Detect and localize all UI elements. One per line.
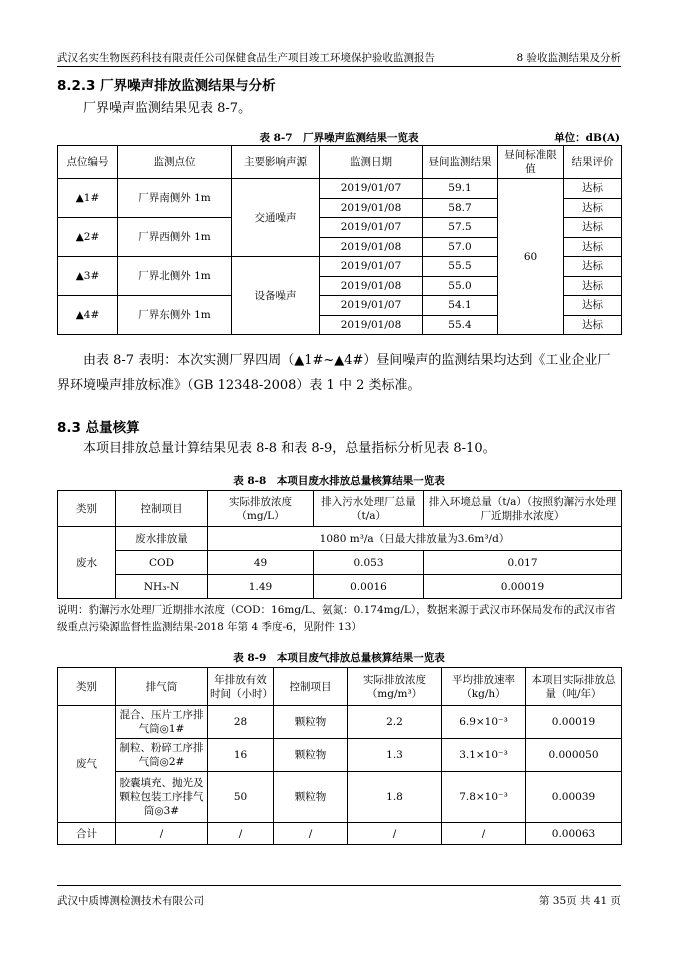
- table-row: [58, 179, 622, 199]
- table-row: [58, 739, 622, 772]
- evaluation: 达标: [564, 237, 622, 257]
- col-header: 平均排放速率（kg/h）: [442, 668, 526, 706]
- col-header: 排气筒: [116, 668, 208, 706]
- monitor-date: 2019/01/08: [320, 276, 423, 296]
- concentration: 1.49: [208, 575, 314, 599]
- col-header: 实际排放浓度（mg/L）: [208, 491, 314, 527]
- evaluation: 达标: [564, 179, 622, 199]
- section-823-intro: 厂界噪声监测结果见表 8-7。: [83, 101, 252, 116]
- monitor-value: 57.5: [423, 218, 498, 238]
- col-header: 控制项目: [116, 491, 208, 527]
- table-header-row: [58, 668, 622, 706]
- table-87-unit: 单位：dB(A): [554, 132, 620, 144]
- emission-rate: 3.1×10⁻³: [442, 739, 526, 772]
- evaluation: 达标: [564, 198, 622, 218]
- monitor-value: 59.1: [423, 179, 498, 199]
- control-item: 颗粒物: [274, 739, 348, 772]
- footer-company: 武汉中质博测检测技术有限公司: [57, 895, 204, 907]
- evaluation: 达标: [564, 315, 622, 335]
- plant-total: 0.053: [314, 551, 424, 575]
- monitor-date: 2019/01/07: [320, 296, 423, 316]
- monitor-date: 2019/01/07: [320, 218, 423, 238]
- table-row: [58, 527, 622, 551]
- point-location: 厂界东侧外 1m: [118, 296, 232, 335]
- exhaust-table: [57, 667, 622, 845]
- monitor-value: 55.0: [423, 276, 498, 296]
- hours: 28: [208, 706, 274, 739]
- annual-total: 0.000050: [526, 739, 622, 772]
- col-header: 昼间标准限值: [498, 146, 564, 179]
- monitor-date: 2019/01/08: [320, 198, 423, 218]
- concentration: 1.3: [348, 739, 442, 772]
- emission-rate: 7.8×10⁻³: [442, 772, 526, 823]
- total-label: 合计: [58, 823, 116, 845]
- hours: 50: [208, 772, 274, 823]
- col-header: 点位编号: [58, 146, 118, 179]
- control-item: COD: [116, 551, 208, 575]
- annual-total: 0.00039: [526, 772, 622, 823]
- noise-source: 交通噪声: [232, 179, 320, 257]
- total-conc: /: [348, 823, 442, 845]
- table-88-note: 说明：豹澥污水处理厂近期排水浓度（COD：16mg/L、氨氮：0.174mg/L），数据来源于武汉市环保局发布的武汉市省级重点污染源监督性监测结果-2018 年第 4 季度-6，见附件 13）: [57, 604, 616, 633]
- monitor-value: 58.7: [423, 198, 498, 218]
- page-footer: [57, 885, 621, 907]
- section-823-title: 8.2.3 厂界噪声排放监测结果与分析: [57, 78, 276, 94]
- point-location: 厂界南侧外 1m: [118, 179, 232, 218]
- stack-name: 制粒、粉碎工序排气筒◎2#: [116, 739, 208, 772]
- monitor-value: 54.1: [423, 296, 498, 316]
- table-row: [58, 575, 622, 599]
- col-header: 排入污水处理厂总量（t/a）: [314, 491, 424, 527]
- col-header: 主要影响声源: [232, 146, 320, 179]
- section-83-intro: 本项目排放总量计算结果见表 8-8 和表 8-9，总量指标分析见表 8-10。: [83, 441, 496, 456]
- table-89-caption: 表 8-9 本项目废气排放总量核算结果一览表: [233, 652, 445, 664]
- emission-rate: 6.9×10⁻³: [442, 706, 526, 739]
- total-stack: /: [116, 823, 208, 845]
- col-header: 类别: [58, 491, 116, 527]
- volume-value: 1080 m³/a（日最大排放量为3.6m³/d）: [208, 527, 622, 551]
- col-header: 实际排放浓度（mg/m³）: [348, 668, 442, 706]
- col-header: 昼间监测结果: [423, 146, 498, 179]
- concentration: 49: [208, 551, 314, 575]
- monitor-value: 55.5: [423, 257, 498, 277]
- control-item: 颗粒物: [274, 706, 348, 739]
- table-header-row: [58, 146, 622, 179]
- col-header: 控制项目: [274, 668, 348, 706]
- standard-limit: 60: [498, 179, 564, 335]
- table-row: [58, 551, 622, 575]
- section-823-conclusion: 由表 8-7 表明：本次实测厂界四周（▲1#~▲4#）昼间噪声的监测结果均达到《工业企业厂界环境噪声排放标准》（GB 12348-2008）表 1 中 2 类标准。: [57, 353, 611, 393]
- noise-source: 设备噪声: [232, 257, 320, 335]
- point-location: 厂界北侧外 1m: [118, 257, 232, 296]
- total-item: /: [274, 823, 348, 845]
- category-cell: 废气: [58, 706, 116, 823]
- total-row: [58, 823, 622, 845]
- table-88-caption: 表 8-8 本项目废水排放总量核算结果一览表: [233, 475, 445, 487]
- table-header-row: [58, 491, 622, 527]
- point-location: 厂界西侧外 1m: [118, 218, 232, 257]
- footer-page-number: 第 35页 共 41 页: [538, 895, 621, 907]
- env-total: 0.00019: [424, 575, 622, 599]
- monitor-date: 2019/01/08: [320, 315, 423, 335]
- evaluation: 达标: [564, 218, 622, 238]
- evaluation: 达标: [564, 276, 622, 296]
- header-chapter: 8 验收监测结果及分析: [516, 52, 621, 64]
- point-id: ▲4#: [58, 296, 118, 335]
- point-id: ▲2#: [58, 218, 118, 257]
- monitor-value: 57.0: [423, 237, 498, 257]
- stack-name: 胶囊填充、抛光及颗粒包装工序排气筒◎3#: [116, 772, 208, 823]
- concentration: 2.2: [348, 706, 442, 739]
- header-report-title: 武汉名实生物医药科技有限责任公司保健食品生产项目竣工环境保护验收监测报告: [57, 52, 435, 64]
- total-annual: 0.00063: [526, 823, 622, 845]
- plant-total: 0.0016: [314, 575, 424, 599]
- col-header: 类别: [58, 668, 116, 706]
- monitor-value: 55.4: [423, 315, 498, 335]
- section-83-title: 8.3 总量核算: [57, 420, 140, 436]
- point-id: ▲3#: [58, 257, 118, 296]
- stack-name: 混合、压片工序排气筒◎1#: [116, 706, 208, 739]
- noise-table: [57, 145, 622, 335]
- total-hours: /: [208, 823, 274, 845]
- table-87-caption: 表 8-7 厂界噪声监测结果一览表: [259, 132, 419, 144]
- evaluation: 达标: [564, 296, 622, 316]
- control-item: NH₃-N: [116, 575, 208, 599]
- col-header: 监测点位: [118, 146, 232, 179]
- col-header: 排入环境总量（t/a）（按照豹澥污水处理厂近期排水浓度）: [424, 491, 622, 527]
- total-rate: /: [442, 823, 526, 845]
- table-row: [58, 706, 622, 739]
- point-id: ▲1#: [58, 179, 118, 218]
- col-header: 结果评价: [564, 146, 622, 179]
- hours: 16: [208, 739, 274, 772]
- footer-rule: [57, 885, 621, 886]
- monitor-date: 2019/01/08: [320, 237, 423, 257]
- col-header: 监测日期: [320, 146, 423, 179]
- page-header: [57, 46, 621, 66]
- monitor-date: 2019/01/07: [320, 179, 423, 199]
- monitor-date: 2019/01/07: [320, 257, 423, 277]
- volume-label: 废水排放量: [116, 527, 208, 551]
- concentration: 1.8: [348, 772, 442, 823]
- table-row: [58, 772, 622, 823]
- header-rule: [57, 66, 621, 67]
- env-total: 0.017: [424, 551, 622, 575]
- control-item: 颗粒物: [274, 772, 348, 823]
- wastewater-table: [57, 490, 622, 599]
- col-header: 本项目实际排放总量（吨/年）: [526, 668, 622, 706]
- evaluation: 达标: [564, 257, 622, 277]
- annual-total: 0.00019: [526, 706, 622, 739]
- col-header: 年排放有效时间（小时）: [208, 668, 274, 706]
- category-cell: 废水: [58, 527, 116, 599]
